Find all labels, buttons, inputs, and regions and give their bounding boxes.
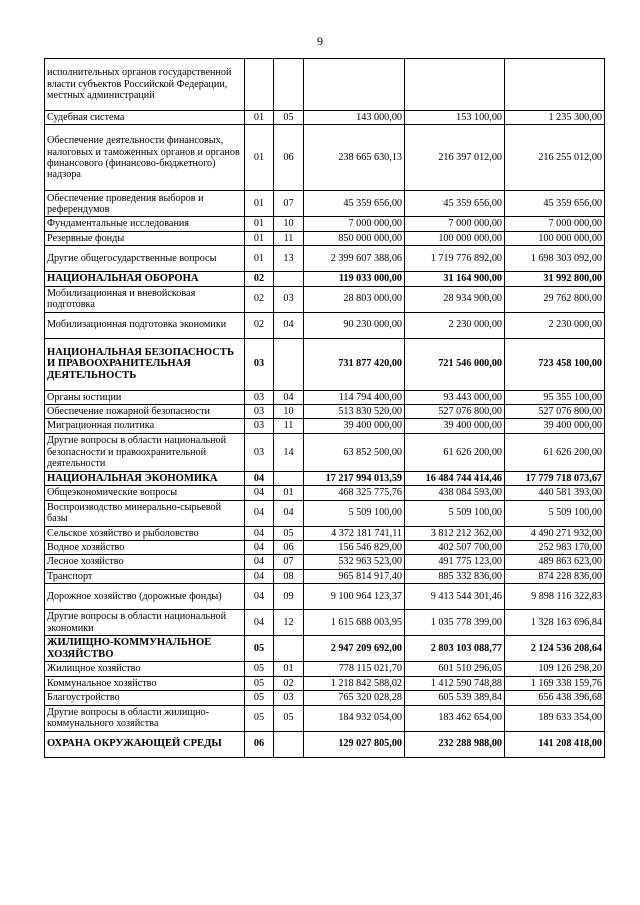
amount-year-1: 778 115 021,70	[304, 662, 405, 676]
section-code: 01	[245, 217, 274, 231]
amount-year-1: 17 217 994 013,59	[304, 471, 405, 485]
amount-year-2: 2 803 103 088,77	[405, 636, 505, 662]
row-name: Жилищное хозяйство	[45, 662, 245, 676]
amount-year-2: 93 443 000,00	[405, 390, 505, 404]
row-name: Транспорт	[45, 569, 245, 583]
section-code: 02	[245, 312, 274, 338]
amount-year-3: 874 228 836,00	[505, 569, 605, 583]
table-row	[45, 555, 605, 569]
subsection-code: 04	[274, 312, 304, 338]
amount-year-3: 252 983 170,00	[505, 541, 605, 555]
section-code: 04	[245, 500, 274, 526]
section-code: 05	[245, 705, 274, 731]
row-name: НАЦИОНАЛЬНАЯ БЕЗОПАСНОСТЬ И ПРАВООХРАНИТЕЛЬНАЯ ДЕЯТЕЛЬНОСТЬ	[45, 338, 245, 390]
subsection-code: 10	[274, 405, 304, 419]
row-name: Другие общегосударственные вопросы	[45, 246, 245, 272]
amount-year-2: 885 332 836,00	[405, 569, 505, 583]
row-name: ЖИЛИЩНО-КОММУНАЛЬНОЕ ХОЗЯЙСТВО	[45, 636, 245, 662]
amount-year-3: 1 328 163 696,84	[505, 610, 605, 636]
subsection-code: 09	[274, 584, 304, 610]
section-code	[245, 59, 274, 111]
amount-year-2: 605 539 389,84	[405, 691, 505, 705]
section-code: 04	[245, 610, 274, 636]
subsection-code: 06	[274, 125, 304, 191]
subsection-code	[274, 636, 304, 662]
section-code: 04	[245, 555, 274, 569]
table-row	[45, 433, 605, 471]
amount-year-2: 402 507 700,00	[405, 541, 505, 555]
amount-year-2: 28 934 900,00	[405, 286, 505, 312]
row-name: Миграционная политика	[45, 419, 245, 433]
row-name: Благоустройство	[45, 691, 245, 705]
subsection-code: 03	[274, 286, 304, 312]
row-name: Воспроизводство минерально-сырьевой базы	[45, 500, 245, 526]
amount-year-3: 141 208 418,00	[505, 731, 605, 757]
table-row	[45, 59, 605, 111]
amount-year-2: 5 509 100,00	[405, 500, 505, 526]
amount-year-3: 527 076 800,00	[505, 405, 605, 419]
subsection-code: 07	[274, 555, 304, 569]
table-row	[45, 125, 605, 191]
section-code: 03	[245, 390, 274, 404]
amount-year-2: 491 775 123,00	[405, 555, 505, 569]
amount-year-3: 31 992 800,00	[505, 272, 605, 286]
amount-year-3: 17 779 718 073,67	[505, 471, 605, 485]
table-row	[45, 390, 605, 404]
subsection-code	[274, 731, 304, 757]
amount-year-3: 216 255 012,00	[505, 125, 605, 191]
row-name: Мобилизационная и вневойсковая подготовка	[45, 286, 245, 312]
amount-year-2: 153 100,00	[405, 111, 505, 125]
table-row	[45, 569, 605, 583]
table-row	[45, 246, 605, 272]
amount-year-2: 2 230 000,00	[405, 312, 505, 338]
amount-year-1: 468 325 775,76	[304, 486, 405, 500]
table-row	[45, 705, 605, 731]
amount-year-3: 29 762 800,00	[505, 286, 605, 312]
subsection-code: 06	[274, 541, 304, 555]
amount-year-2: 100 000 000,00	[405, 231, 505, 245]
amount-year-2: 183 462 654,00	[405, 705, 505, 731]
amount-year-1: 965 814 917,40	[304, 569, 405, 583]
amount-year-1: 45 359 656,00	[304, 191, 405, 217]
section-code: 02	[245, 286, 274, 312]
table-row-section	[45, 731, 605, 757]
amount-year-3: 61 626 200,00	[505, 433, 605, 471]
subsection-code: 01	[274, 486, 304, 500]
amount-year-1: 184 932 054,00	[304, 705, 405, 731]
amount-year-1: 1 615 688 003,95	[304, 610, 405, 636]
subsection-code: 04	[274, 500, 304, 526]
section-code: 04	[245, 584, 274, 610]
amount-year-2: 721 546 000,00	[405, 338, 505, 390]
subsection-code: 13	[274, 246, 304, 272]
amount-year-2: 31 164 900,00	[405, 272, 505, 286]
amount-year-2: 16 484 744 414,46	[405, 471, 505, 485]
section-code: 04	[245, 569, 274, 583]
subsection-code: 10	[274, 217, 304, 231]
subsection-code: 03	[274, 691, 304, 705]
table-row-section	[45, 272, 605, 286]
amount-year-3: 7 000 000,00	[505, 217, 605, 231]
amount-year-3: 4 490 271 932,00	[505, 526, 605, 540]
row-name: Органы юстиции	[45, 390, 245, 404]
amount-year-2: 1 412 590 748,88	[405, 676, 505, 690]
subsection-code: 05	[274, 705, 304, 731]
amount-year-2: 61 626 200,00	[405, 433, 505, 471]
amount-year-2: 1 719 776 892,00	[405, 246, 505, 272]
subsection-code: 11	[274, 419, 304, 433]
amount-year-2: 1 035 778 399,00	[405, 610, 505, 636]
table-row	[45, 312, 605, 338]
amount-year-3	[505, 59, 605, 111]
amount-year-1: 90 230 000,00	[304, 312, 405, 338]
section-code: 02	[245, 272, 274, 286]
amount-year-2: 601 510 296,05	[405, 662, 505, 676]
section-code: 01	[245, 125, 274, 191]
amount-year-3: 39 400 000,00	[505, 419, 605, 433]
amount-year-2: 9 413 544 301,46	[405, 584, 505, 610]
table-row	[45, 111, 605, 125]
amount-year-3: 45 359 656,00	[505, 191, 605, 217]
amount-year-2	[405, 59, 505, 111]
table-row	[45, 231, 605, 245]
section-code: 05	[245, 636, 274, 662]
amount-year-1: 731 877 420,00	[304, 338, 405, 390]
amount-year-1: 850 000 000,00	[304, 231, 405, 245]
amount-year-1: 4 372 181 741,11	[304, 526, 405, 540]
amount-year-1: 63 852 500,00	[304, 433, 405, 471]
subsection-code	[274, 338, 304, 390]
subsection-code	[274, 59, 304, 111]
row-name: Обеспечение пожарной безопасности	[45, 405, 245, 419]
amount-year-1: 238 665 630,13	[304, 125, 405, 191]
section-code: 03	[245, 419, 274, 433]
row-name: Обеспечение проведения выборов и референдумов	[45, 191, 245, 217]
amount-year-2: 527 076 800,00	[405, 405, 505, 419]
section-code: 05	[245, 691, 274, 705]
amount-year-3: 100 000 000,00	[505, 231, 605, 245]
amount-year-2: 45 359 656,00	[405, 191, 505, 217]
section-code: 05	[245, 662, 274, 676]
row-name: исполнительных органов государственной власти субъектов Российской Федерации, местных администраций	[45, 59, 245, 111]
amount-year-1: 143 000,00	[304, 111, 405, 125]
amount-year-3: 489 863 623,00	[505, 555, 605, 569]
amount-year-1: 114 794 400,00	[304, 390, 405, 404]
amount-year-1: 39 400 000,00	[304, 419, 405, 433]
row-name: Коммунальное хозяйство	[45, 676, 245, 690]
row-name: Водное хозяйство	[45, 541, 245, 555]
amount-year-1: 129 027 805,00	[304, 731, 405, 757]
row-name: НАЦИОНАЛЬНАЯ ОБОРОНА	[45, 272, 245, 286]
amount-year-2: 39 400 000,00	[405, 419, 505, 433]
table-row	[45, 526, 605, 540]
subsection-code	[274, 272, 304, 286]
section-code: 01	[245, 111, 274, 125]
page-number: 9	[317, 34, 323, 48]
table-row-section	[45, 636, 605, 662]
amount-year-2: 438 084 593,00	[405, 486, 505, 500]
amount-year-2: 7 000 000,00	[405, 217, 505, 231]
amount-year-3: 1 169 338 159,76	[505, 676, 605, 690]
amount-year-3: 189 633 354,00	[505, 705, 605, 731]
amount-year-1: 532 963 523,00	[304, 555, 405, 569]
table-row	[45, 286, 605, 312]
row-name: Другие вопросы в области жилищно-коммунального хозяйства	[45, 705, 245, 731]
table-row	[45, 662, 605, 676]
table-row	[45, 691, 605, 705]
subsection-code: 08	[274, 569, 304, 583]
amount-year-1: 5 509 100,00	[304, 500, 405, 526]
row-name: НАЦИОНАЛЬНАЯ ЭКОНОМИКА	[45, 471, 245, 485]
table-row	[45, 584, 605, 610]
section-code: 01	[245, 231, 274, 245]
row-name: Лесное хозяйство	[45, 555, 245, 569]
section-code: 03	[245, 405, 274, 419]
amount-year-1: 2 947 209 692,00	[304, 636, 405, 662]
subsection-code: 12	[274, 610, 304, 636]
amount-year-1: 9 100 964 123,37	[304, 584, 405, 610]
budget-table	[44, 58, 605, 758]
amount-year-3: 656 438 396,68	[505, 691, 605, 705]
amount-year-3: 723 458 100,00	[505, 338, 605, 390]
amount-year-1: 119 033 000,00	[304, 272, 405, 286]
budget-table-body	[45, 59, 605, 758]
amount-year-2: 216 397 012,00	[405, 125, 505, 191]
amount-year-1: 2 399 607 388,06	[304, 246, 405, 272]
section-code: 06	[245, 731, 274, 757]
subsection-code: 07	[274, 191, 304, 217]
row-name: Другие вопросы в области национальной экономики	[45, 610, 245, 636]
table-row	[45, 500, 605, 526]
section-code: 01	[245, 246, 274, 272]
table-row	[45, 405, 605, 419]
table-row-section	[45, 471, 605, 485]
subsection-code: 05	[274, 526, 304, 540]
row-name: ОХРАНА ОКРУЖАЮЩЕЙ СРЕДЫ	[45, 731, 245, 757]
section-code: 01	[245, 191, 274, 217]
amount-year-1: 513 830 520,00	[304, 405, 405, 419]
row-name: Общеэкономические вопросы	[45, 486, 245, 500]
amount-year-3: 109 126 298,20	[505, 662, 605, 676]
row-name: Другие вопросы в области национальной безопасности и правоохранительной деятельности	[45, 433, 245, 471]
section-code: 04	[245, 471, 274, 485]
row-name: Обеспечение деятельности финансовых, налоговых и таможенных органов и органов финансового (финансово-бюджетного) надзора	[45, 125, 245, 191]
subsection-code: 11	[274, 231, 304, 245]
row-name: Резервные фонды	[45, 231, 245, 245]
amount-year-1	[304, 59, 405, 111]
amount-year-1: 765 320 028,28	[304, 691, 405, 705]
row-name: Сельское хозяйство и рыболовство	[45, 526, 245, 540]
amount-year-3: 440 581 393,00	[505, 486, 605, 500]
section-code: 04	[245, 526, 274, 540]
table-row	[45, 217, 605, 231]
amount-year-1: 1 218 842 588,02	[304, 676, 405, 690]
section-code: 03	[245, 433, 274, 471]
amount-year-3: 2 230 000,00	[505, 312, 605, 338]
amount-year-3: 5 509 100,00	[505, 500, 605, 526]
row-name: Судебная система	[45, 111, 245, 125]
subsection-code: 02	[274, 676, 304, 690]
row-name: Фундаментальные исследования	[45, 217, 245, 231]
row-name: Дорожное хозяйство (дорожные фонды)	[45, 584, 245, 610]
amount-year-1: 7 000 000,00	[304, 217, 405, 231]
table-row	[45, 676, 605, 690]
table-row	[45, 610, 605, 636]
table-row	[45, 486, 605, 500]
table-row	[45, 419, 605, 433]
table-row	[45, 541, 605, 555]
amount-year-2: 232 288 988,00	[405, 731, 505, 757]
amount-year-3: 9 898 116 322,83	[505, 584, 605, 610]
amount-year-3: 2 124 536 208,64	[505, 636, 605, 662]
section-code: 05	[245, 676, 274, 690]
subsection-code: 04	[274, 390, 304, 404]
amount-year-1: 156 546 829,00	[304, 541, 405, 555]
section-code: 03	[245, 338, 274, 390]
amount-year-3: 95 355 100,00	[505, 390, 605, 404]
table-row	[45, 191, 605, 217]
amount-year-2: 3 812 212 362,00	[405, 526, 505, 540]
amount-year-1: 28 803 000,00	[304, 286, 405, 312]
subsection-code: 01	[274, 662, 304, 676]
subsection-code: 14	[274, 433, 304, 471]
subsection-code	[274, 471, 304, 485]
section-code: 04	[245, 541, 274, 555]
section-code: 04	[245, 486, 274, 500]
row-name: Мобилизационная подготовка экономики	[45, 312, 245, 338]
amount-year-3: 1 235 300,00	[505, 111, 605, 125]
table-row-section	[45, 338, 605, 390]
amount-year-3: 1 698 303 092,00	[505, 246, 605, 272]
subsection-code: 05	[274, 111, 304, 125]
